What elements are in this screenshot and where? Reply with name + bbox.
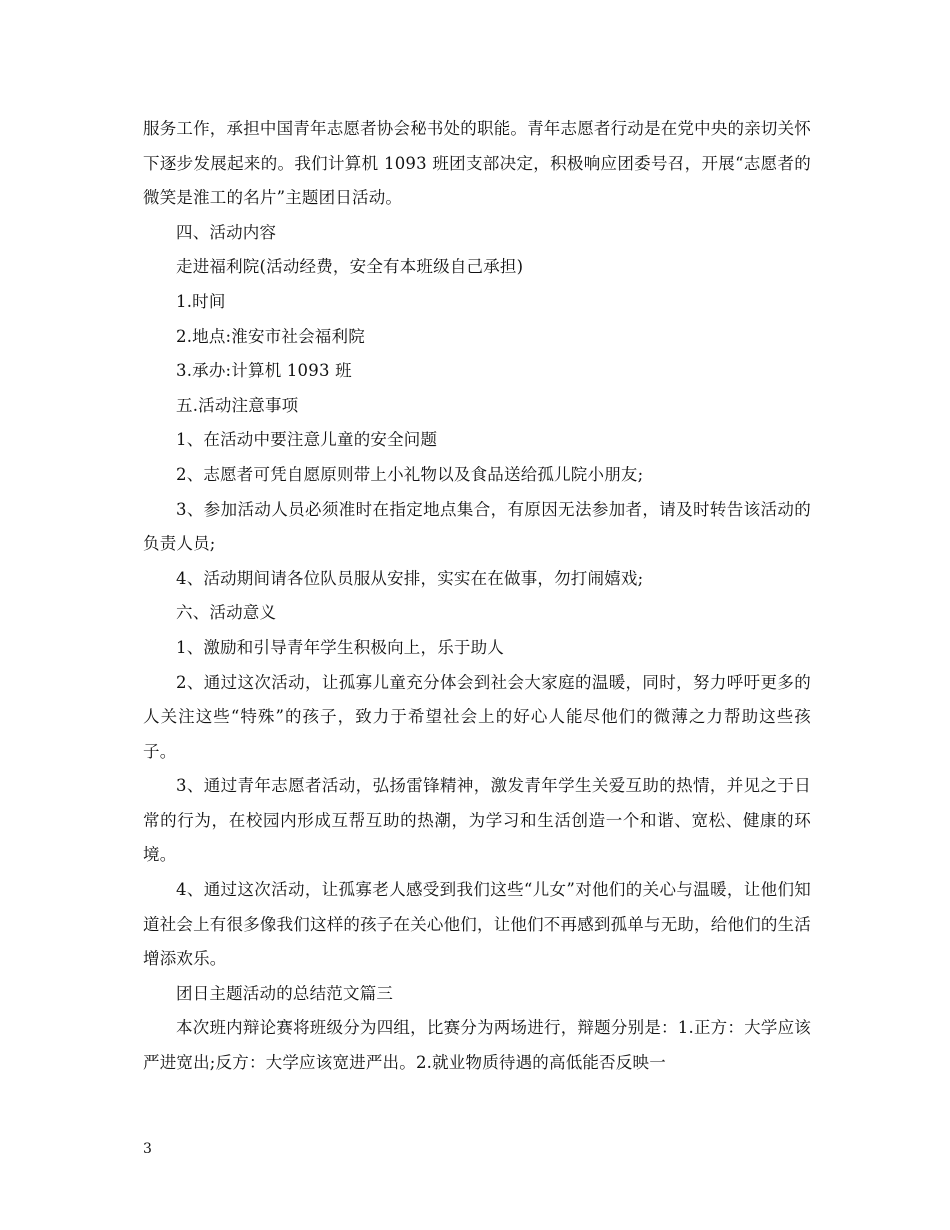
section-heading-activity-content: 四、活动内容 [176,222,277,242]
list-item-significance-2: 2、通过这次活动，让孤寡儿童充分体会到社会大家庭的温暖，同时，努力呼吁更多的人关注这些“特殊”的孩子，致力于希望社会上的好心人能尽他们的微薄之力帮助这些孩子。 [143,672,811,761]
list-item-precaution-2: 2、志愿者可凭自愿原则带上小礼物以及食品送给孤儿院小朋友; [176,464,644,484]
list-item-location: 2.地点:淮安市社会福利院 [176,326,365,346]
list-item-significance-3: 3、通过青年志愿者活动，弘扬雷锋精神，激发青年学生关爱互助的热情，并见之于日常的行为，在校园内形成互帮互助的热潮，为学习和生活创造一个和谐、宽松、健康的环境。 [143,776,811,865]
section-heading-precautions: 五.活动注意事项 [176,395,299,415]
paragraph-visit-welfare-home: 走进福利院(活动经费，安全有本班级自己承担) [176,257,524,277]
list-item-significance-4: 4、通过这次活动，让孤寡老人感受到我们这些“儿女”对他们的关心与温暖，让他们知道社会上有很多像我们这样的孩子在关心他们，让他们不再感到孤单与无助，给他们的生活增添欢乐。 [143,880,811,969]
document-body [143,112,811,1081]
list-item-significance-1: 1、激励和引导青年学生积极向上，乐于助人 [176,637,504,657]
list-item-time: 1.时间 [176,291,226,311]
list-item-precaution-3: 3、参加活动人员必须准时在指定地点集合，有原因无法参加者，请及时转告该活动的负责人员; [143,499,811,554]
list-item-organizer: 3.承办:计算机 1093 班 [176,361,352,381]
paragraph-intro-continuation: 服务工作，承担中国青年志愿者协会秘书处的职能。青年志愿者行动是在党中央的亲切关怀下逐步发展起来的。我们计算机 1093 班团支部决定，积极响应团委号召，开展“志愿者的微笑是淮工的名片”主题团日活动。 [143,119,811,208]
page-number: 3 [143,1141,152,1157]
section-heading-summary-part-three: 团日主题活动的总结范文篇三 [176,983,394,1003]
list-item-precaution-4: 4、活动期间请各位队员服从安排，实实在在做事，勿打闹嬉戏; [176,568,644,588]
paragraph-debate-description: 本次班内辩论赛将班级分为四组，比赛分为两场进行，辩题分别是：1.正方：大学应该严进宽出;反方：大学应该宽进严出。2.就业物质待遇的高低能否反映一 [143,1018,811,1073]
section-heading-significance: 六、活动意义 [176,603,277,623]
list-item-precaution-1: 1、在活动中要注意儿童的安全问题 [176,430,438,450]
